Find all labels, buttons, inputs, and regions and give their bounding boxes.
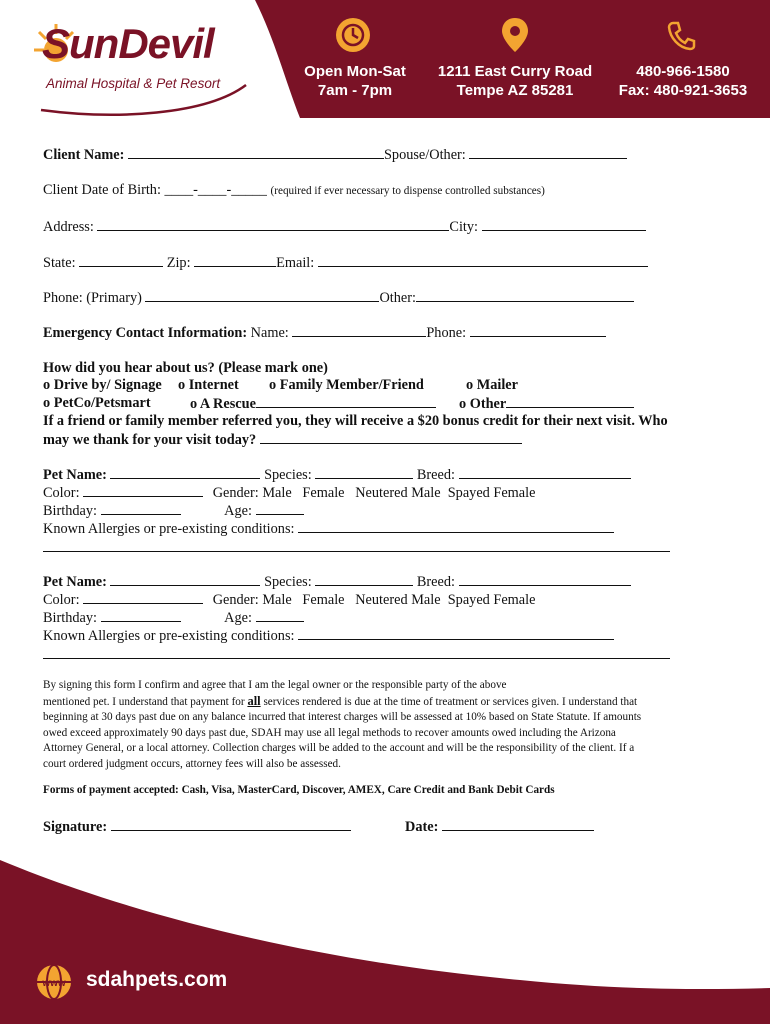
legal-line-6: court ordered judgment occurs, attorney fees will also be assessed. [43,757,341,770]
pet2-birthday-row [43,609,304,627]
hear-heading [43,360,328,377]
signature-row [43,818,351,836]
pet1-gender-options[interactable]: Male Female Neutered Male Spayed Female [262,485,536,501]
hours-line-1: Open Mon-Sat [304,63,406,80]
phone-other-field[interactable] [416,289,634,302]
clock-icon [336,18,370,52]
pet1-birthday-label: Birthday: [43,503,98,519]
pet2-allergies-line-2[interactable] [43,658,670,659]
emergency-phone-label: Phone: [426,325,467,341]
pet2-allergies-label: Known Allergies or pre-existing conditions: [43,628,295,644]
opt-rescue-wrap [190,395,436,413]
pet1-birthday-field[interactable] [101,502,181,515]
pet2-breed-label: Breed: [416,574,455,590]
pet1-name-field[interactable] [110,466,260,479]
dob-label[interactable]: Client Date of Birth: ____-____-_____ [43,182,267,198]
address-field[interactable] [97,218,449,231]
legal-line-3: beginning at 30 days past due on any balance incurred that interest charges will be assessed at 10% based on State Statute. If amounts [43,711,642,724]
email-field[interactable] [318,254,648,267]
other-source-field[interactable] [506,395,634,408]
pet2-allergies-row [43,627,614,645]
referral-line-1 [43,413,668,430]
opt-rescue[interactable]: o A Rescue [190,396,256,412]
hear-options-row-1 [43,377,162,394]
pet2-allergies-field[interactable] [298,627,614,640]
pet2-species-label: Species: [264,574,312,590]
opt-family[interactable]: o Family Member/Friend [269,377,424,393]
globe-icon [34,962,74,1002]
pet1-age-field[interactable] [256,502,304,515]
signature-label: Signature: [43,819,108,835]
pet1-name-row [43,466,631,484]
opt-mailer[interactable]: o Mailer [466,377,519,393]
pet1-breed-field[interactable] [459,466,631,479]
client-name-row [43,146,627,164]
phone-line-2: Fax: 480-921-3653 [618,82,748,99]
opt-driveby[interactable]: o Drive by/ Signage [43,377,162,393]
referral-line-2 [43,431,522,449]
legal-line-2-post: services rendered is due at the time of treatment or services given. I understand that [260,695,638,708]
opt-mailer-wrap [466,377,518,394]
pet1-color-label: Color: [43,485,80,501]
opt-other[interactable]: o Other [459,396,507,412]
spouse-label: Spouse/Other: [383,147,466,163]
phone-icon [664,18,698,52]
spouse-field[interactable] [469,146,627,159]
address-line-1: 1211 East Curry Road [437,63,593,80]
pet2-color-row [43,591,535,609]
pet1-allergies-row [43,520,614,538]
city-field[interactable] [482,218,646,231]
emergency-row [43,324,606,342]
signature-field[interactable] [111,818,351,831]
emergency-phone-field[interactable] [470,324,606,337]
referral-text-2: may we thank for your visit today? [43,432,257,448]
pet1-allergies-field[interactable] [298,520,614,533]
state-label: State: [43,255,76,271]
pet2-name-label: Pet Name: [43,574,107,590]
footer-website[interactable]: sdahpets.com [86,968,228,991]
pet1-breed-label: Breed: [416,467,455,483]
phone-other-label: Other: [379,290,416,306]
date-label: Date: [405,819,439,835]
pet2-birthday-label: Birthday: [43,610,98,626]
address-line-2: Tempe AZ 85281 [456,82,574,99]
legal-line-2-pre: mentioned pet. I understand that payment for [43,695,248,708]
pet2-age-label: Age: [224,610,252,626]
phone-block [608,62,758,100]
pet2-name-field[interactable] [110,573,260,586]
opt-petco[interactable]: o PetCo/Petsmart [43,395,151,411]
logo-title: SunDevil [42,20,214,67]
legal-text [43,678,719,773]
state-row [43,254,648,272]
rescue-field[interactable] [256,395,436,408]
hours-block [296,62,414,100]
phone-primary-field[interactable] [145,289,379,302]
phone-line-1: 480-966-1580 [636,63,730,80]
svg-text:www: www [42,978,66,989]
date-field[interactable] [442,818,594,831]
dob-note: (required if ever necessary to dispense controlled substances) [270,185,545,197]
pet2-age-field[interactable] [256,609,304,622]
logo-subtitle: Animal Hospital & Pet Resort [46,76,221,91]
emergency-name-field[interactable] [292,324,426,337]
pet2-color-label: Color: [43,592,80,608]
legal-line-4: owed exceed approximately 90 days past due, SDAH may use all legal methods to recover amounts owed including the Arizona [43,726,616,739]
address-label: Address: [43,219,94,235]
date-row [405,818,594,836]
opt-family-wrap [269,377,424,394]
pet1-color-field[interactable] [83,484,203,497]
opt-internet-wrap [178,377,239,394]
pet1-allergies-line-2[interactable] [43,551,670,552]
zip-field[interactable] [194,254,276,267]
city-label: City: [449,219,479,235]
opt-petco-wrap [43,395,151,412]
address-row [43,218,646,236]
client-name-field[interactable] [128,146,384,159]
footer-banner [0,850,770,1024]
hours-line-2: 7am - 7pm [317,82,393,99]
legal-line-2-all: all [247,693,261,708]
client-name-label: Client Name: [43,147,125,163]
location-pin-icon [500,16,530,54]
pet2-color-field[interactable] [83,591,203,604]
pet1-species-field[interactable] [315,466,413,479]
legal-line-5: Attorney General, or a local attorney. Collection charges will be added to the account and will be the responsibility of the client. If a [43,742,635,755]
opt-internet[interactable]: o Internet [178,377,239,393]
state-field[interactable] [79,254,163,267]
zip-label: Zip: [166,255,191,271]
phone-row [43,289,634,307]
referral-text-1: If a friend or family member referred you, they will receive a $20 bonus credit for their next visit. Who [43,413,668,429]
pet1-allergies-label: Known Allergies or pre-existing conditions: [43,521,295,537]
pet2-breed-field[interactable] [459,573,631,586]
dob-row [43,182,545,200]
referral-field[interactable] [260,431,522,444]
pet1-color-row [43,484,535,502]
pet1-species-label: Species: [264,467,312,483]
pet2-birthday-field[interactable] [101,609,181,622]
pet1-gender-label: Gender: [212,485,259,501]
legal-line-2 [43,694,719,711]
legal-line-1: By signing this form I confirm and agree that I am the legal owner or the responsible party of the above [43,679,507,691]
pet2-gender-options[interactable]: Male Female Neutered Male Spayed Female [262,592,536,608]
payment-methods: Forms of payment accepted: Cash, Visa, MasterCard, Discover, AMEX, Care Credit and Bank Debit Cards [43,784,555,796]
email-label: Email: [276,255,315,271]
emergency-label: Emergency Contact Information: [43,325,248,341]
pet1-birthday-row [43,502,304,520]
pet1-age-label: Age: [224,503,252,519]
pet2-name-row [43,573,631,591]
pet1-name-label: Pet Name: [43,467,107,483]
opt-other-wrap [459,395,634,413]
emergency-name-label: Name: [250,325,289,341]
phone-primary-label: Phone: (Primary) [43,290,142,306]
pet2-gender-label: Gender: [212,592,259,608]
address-block [430,62,600,100]
pet2-species-field[interactable] [315,573,413,586]
hear-heading-text: How did you hear about us? (Please mark one) [43,360,328,376]
